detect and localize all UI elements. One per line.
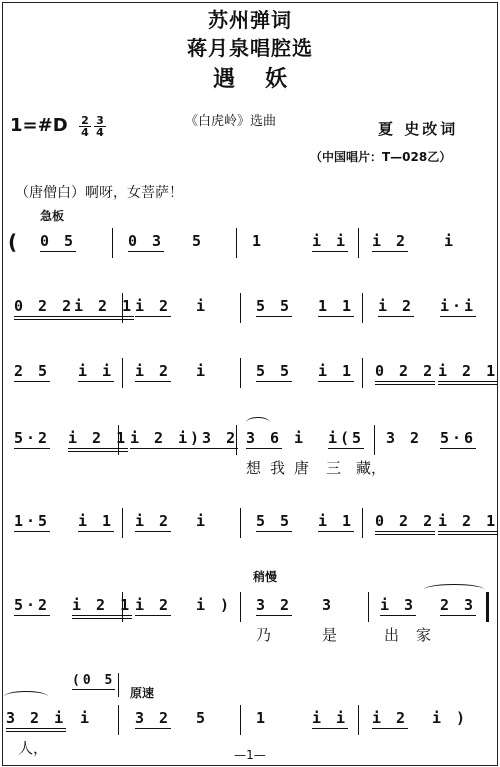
note-group: 5 5 [256, 297, 293, 315]
note-group: i 2 1 [438, 512, 498, 535]
note-group: 5 5 [256, 362, 293, 380]
source-text: 《白虎岭》选曲 [185, 114, 277, 129]
note-group: i i [312, 232, 349, 250]
note-group: i ) [432, 709, 469, 727]
lyric-char: 乃 [256, 626, 272, 644]
note-group: 3 2 [256, 596, 293, 614]
barline [358, 228, 359, 258]
note-group: 5·2 [14, 596, 51, 614]
lyric-char: 出 [384, 626, 400, 644]
note-group: 5 [192, 232, 205, 250]
lyric-char: 藏， [356, 459, 387, 477]
note-group: i 1 [318, 362, 355, 380]
note-group: i [294, 429, 307, 447]
score-row-5 [0, 508, 500, 538]
note-group: 3 2 [135, 709, 172, 727]
barline [486, 592, 489, 622]
note-group: 0 5 [40, 232, 77, 250]
note-group: 5·2 [14, 429, 51, 447]
barline [122, 592, 123, 622]
barline [240, 293, 241, 323]
note-group: i [196, 362, 209, 380]
note-group: i 2 [135, 362, 172, 380]
note-group: 1·5 [14, 512, 51, 530]
spoken-line: （唐僧白）啊呀，女菩萨！ [15, 185, 183, 201]
note-group: 5 5 [256, 512, 293, 530]
note-group: i [196, 512, 209, 530]
lyric-char: 我 [270, 459, 286, 477]
score-row-1 [0, 228, 500, 258]
note-group: )3 2 [190, 429, 239, 447]
note-group: i 2 i [130, 429, 191, 447]
note-group: i 2 [135, 297, 172, 315]
score-row-4 [0, 425, 500, 477]
note-group: i 2 [372, 232, 409, 250]
time-sig-den: 4 [96, 126, 104, 139]
key-signature: 1=#D [10, 115, 68, 136]
barline [362, 358, 363, 388]
barline [240, 705, 241, 735]
note-group: 0 2 2 [375, 362, 435, 385]
barline [236, 425, 237, 455]
note-group: i 2 1 [438, 362, 498, 385]
note-group: 5·6 [440, 429, 477, 447]
note-group: i 1 [318, 512, 355, 530]
score-row-6 [0, 592, 500, 644]
barline [358, 705, 359, 735]
barline [112, 228, 113, 258]
paren-open: ( [8, 230, 18, 254]
tie-slur [4, 691, 48, 702]
note-group: 0 2 2 [375, 512, 435, 535]
note-group: 3 6 [246, 429, 283, 447]
note-group: i [196, 297, 209, 315]
author-credit: 夏 史改词 [378, 120, 459, 138]
note-group: i [444, 232, 457, 250]
lyric-char: 唐 [294, 459, 310, 477]
time-sig-den: 4 [81, 126, 89, 139]
title-piece: 遇妖 [212, 67, 317, 92]
note-group: 1 [252, 232, 265, 250]
note-group: i 2 1 [74, 297, 134, 320]
score-row-3 [0, 358, 500, 388]
lyric-char: 人， [18, 739, 49, 757]
note-group: i 1 [78, 512, 115, 530]
note-group: (0 5 [72, 673, 116, 688]
lyric-char: 想 [246, 459, 262, 477]
barline [240, 508, 241, 538]
note-group: 2 3 [440, 596, 477, 614]
tie-slur [246, 417, 270, 428]
record-catalog: （中国唱片：T—028乙） [310, 150, 452, 164]
lyric-char: 三 [326, 459, 342, 477]
title-collection: 蒋月泉唱腔选 [187, 36, 313, 60]
barline [122, 508, 123, 538]
barline [118, 425, 119, 455]
lyric-char: 家 [416, 626, 432, 644]
note-group: i 2 1 [72, 596, 132, 619]
note-group: 3 [322, 596, 335, 614]
note-group: i 2 [378, 297, 415, 315]
note-group: i·i [440, 297, 477, 315]
time-sig-2-4 [79, 115, 91, 138]
tempo-mark-fast: 急板 [40, 209, 65, 223]
barline [362, 293, 363, 323]
note-group: i 3 [380, 596, 417, 614]
note-group: i i [312, 709, 349, 727]
barline [118, 673, 119, 697]
barline [368, 592, 369, 622]
note-group: 0 3 [128, 232, 165, 250]
score-row-2 [0, 293, 500, 323]
time-sig-num: 3 [94, 115, 106, 127]
note-group: i 2 [372, 709, 409, 727]
tempo-mark-original: 原速 [130, 686, 155, 700]
note-group: i 2 1 [68, 429, 128, 452]
note-group: i 2 [135, 512, 172, 530]
note-group: 3 2 i [6, 709, 66, 732]
note-group: 2 5 [14, 362, 51, 380]
time-sig-3-4 [94, 115, 106, 138]
barline [118, 705, 119, 735]
time-sig-num: 2 [79, 115, 91, 127]
barline [122, 293, 123, 323]
note-group: i i [78, 362, 115, 380]
barline [122, 358, 123, 388]
barline [240, 358, 241, 388]
barline [236, 228, 237, 258]
note-group: i 2 [135, 596, 172, 614]
lyric-char: 是 [322, 626, 338, 644]
tie-slur [424, 584, 484, 595]
note-group: 1 1 [318, 297, 355, 315]
note-group: i [80, 709, 93, 727]
barline [362, 508, 363, 538]
barline [240, 592, 241, 622]
note-group: 3 2 [386, 429, 423, 447]
note-group: i ) [196, 596, 233, 614]
note-group: 1 [256, 709, 269, 727]
title-genre: 苏州弹词 [208, 8, 292, 32]
page-number: —1— [234, 748, 266, 762]
note-group: 5 [196, 709, 209, 727]
note-group: 0 2 2 [14, 297, 74, 320]
barline [374, 425, 375, 455]
note-group: i(5 [328, 429, 365, 447]
tempo-mark-slower: 稍慢 [253, 570, 278, 584]
